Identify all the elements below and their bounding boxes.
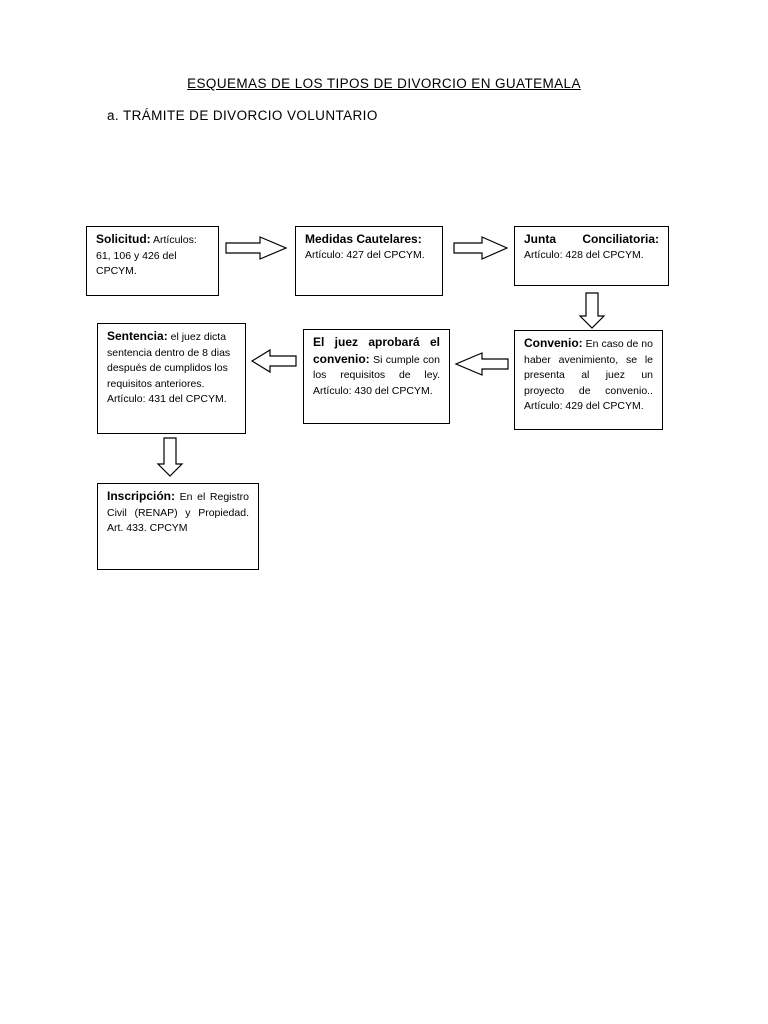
step-text: Si cumple con los requisitos de ley. Artículo: 430 del CPCYM. (313, 353, 440, 397)
section-subtitle: a. TRÁMITE DE DIVORCIO VOLUNTARIO (107, 108, 378, 123)
document-title: ESQUEMAS DE LOS TIPOS DE DIVORCIO EN GUATEMALA (187, 76, 581, 91)
step-convenio (514, 330, 663, 430)
down-arrow-icon (158, 438, 182, 476)
step-text: En el Registro Civil (RENAP) y Propiedad. Art. 433. CPCYM (107, 491, 249, 534)
step-medidas-cautelares (295, 226, 443, 296)
right-arrow-icon (454, 237, 507, 259)
step-text: Artículos: 61, 106 y 426 del CPCYM. (96, 234, 197, 277)
step-inscripcion (97, 483, 259, 570)
step-heading: Medidas Cautelares: (305, 232, 422, 246)
left-arrow-icon (456, 353, 508, 375)
step-heading: El juez aprobará el convenio: (313, 335, 440, 366)
step-text: Artículo: 427 del CPCYM. (305, 248, 425, 261)
step-text: el juez dicta sentencia dentro de 8 dias después de cumplidos los requisitos anteriores. Artículo: 431 del CPCYM. (107, 331, 231, 405)
step-juez-aprobara (303, 329, 450, 424)
step-heading: Sentencia: (107, 329, 168, 343)
left-arrow-icon (252, 350, 296, 372)
right-arrow-icon (226, 237, 286, 259)
step-junta-conciliatoria (514, 226, 669, 286)
step-heading: Inscripción: (107, 489, 176, 503)
step-solicitud (86, 226, 219, 296)
step-sentencia (97, 323, 246, 434)
step-heading: Convenio: (524, 336, 583, 350)
step-heading: Solicitud: (96, 232, 151, 246)
step-text: En caso de no haber avenimiento, se le presenta al juez un proyecto de convenio.. Artículo: 429 del CPCYM. (524, 338, 653, 412)
step-text: Artículo: 428 del CPCYM. (524, 248, 644, 261)
down-arrow-icon (580, 293, 604, 328)
step-heading: Junta Conciliatoria: (524, 232, 659, 246)
